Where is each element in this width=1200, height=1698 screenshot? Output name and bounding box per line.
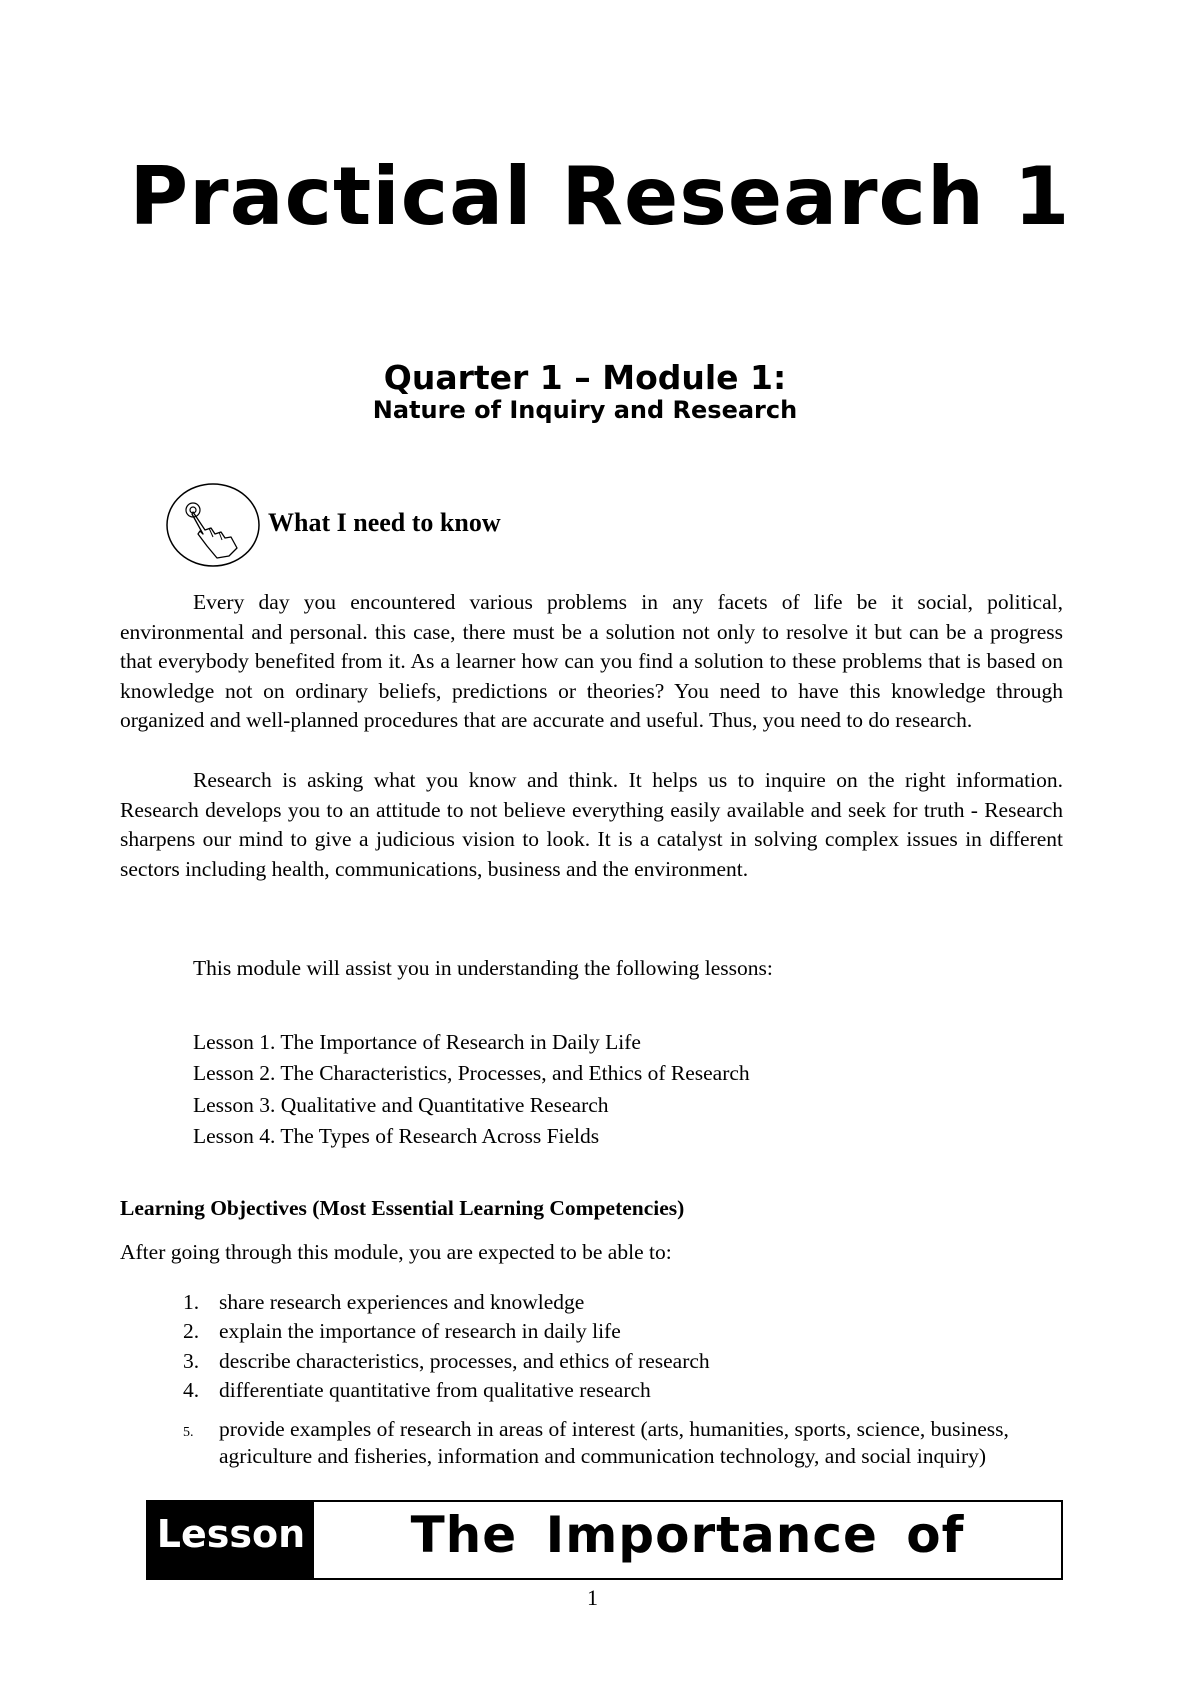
hand-pointer-icon — [165, 482, 261, 568]
objective-text: explain the importance of research in daily life — [219, 1319, 621, 1343]
document-title: Practical Research 1 — [129, 150, 1071, 243]
objective-text: provide examples of research in areas of interest (arts, humanities, sports, science, business, agriculture and fisheries, information and communication technology, and social inquiry) — [219, 1417, 1009, 1468]
objective-item — [183, 1377, 1063, 1404]
paragraph-text: Every day you encountered various problems in any facets of life be it social, political, environmental and personal. this case, there must be a solution not only to resolve it but can be a progress that everybody benefited from it. As a learner how can you find a solution to these problems that is based on knowledge not on ordinary beliefs, predictions or theories? You need to have this knowledge through organized and well-planned procedures that are accurate and useful. Thus, you need to do research. — [120, 590, 1063, 733]
objective-item — [183, 1318, 1063, 1345]
lesson-banner — [146, 1500, 1063, 1580]
objective-number: 1. — [183, 1290, 200, 1314]
module-subtitle: Nature of Inquiry and Research — [372, 396, 798, 424]
objective-number: 3. — [183, 1349, 200, 1373]
objective-number: 4. — [183, 1378, 200, 1402]
lesson-list-item: Lesson 1. The Importance of Research in Daily Life — [193, 1030, 641, 1054]
objective-text: share research experiences and knowledge — [219, 1290, 585, 1314]
lesson-banner-label: Lesson — [148, 1502, 314, 1578]
objective-item — [183, 1416, 1063, 1470]
lesson-banner-title: The Importance of — [410, 1506, 965, 1564]
intro-paragraph-2 — [120, 766, 1063, 884]
section-heading: What I need to know — [268, 508, 501, 537]
objective-number: 2. — [183, 1319, 200, 1343]
paragraph-text: Research is asking what you know and think. It helps us to inquire on the right information. Research develops you to an attitude to not believe everything easily available and seek for truth - Research sharpens our mind to give a judicious vision to look. It is a catalyst in solving complex issues in different sectors including health, communications, business and the environment. — [120, 768, 1063, 881]
intro-paragraph-1 — [120, 588, 1063, 736]
lesson-list-item: Lesson 4. The Types of Research Across Fields — [193, 1124, 600, 1148]
objective-text: differentiate quantitative from qualitative research — [219, 1378, 651, 1402]
objective-item — [183, 1348, 1063, 1375]
lesson-list-item: Lesson 2. The Characteristics, Processes, and Ethics of Research — [193, 1061, 750, 1085]
objective-item — [183, 1289, 1063, 1316]
objective-number: 5. — [183, 1425, 194, 1440]
module-title: Quarter 1 – Module 1: — [383, 358, 787, 397]
objectives-intro: After going through this module, you are expected to be able to: — [120, 1240, 672, 1264]
page-number: 1 — [587, 1585, 598, 1610]
objectives-heading: Learning Objectives (Most Essential Learning Competencies) — [120, 1196, 685, 1220]
objective-text: describe characteristics, processes, and ethics of research — [219, 1349, 710, 1373]
lessons-intro: This module will assist you in understanding the following lessons: — [193, 956, 773, 980]
lesson-list-item: Lesson 3. Qualitative and Quantitative Research — [193, 1093, 609, 1117]
